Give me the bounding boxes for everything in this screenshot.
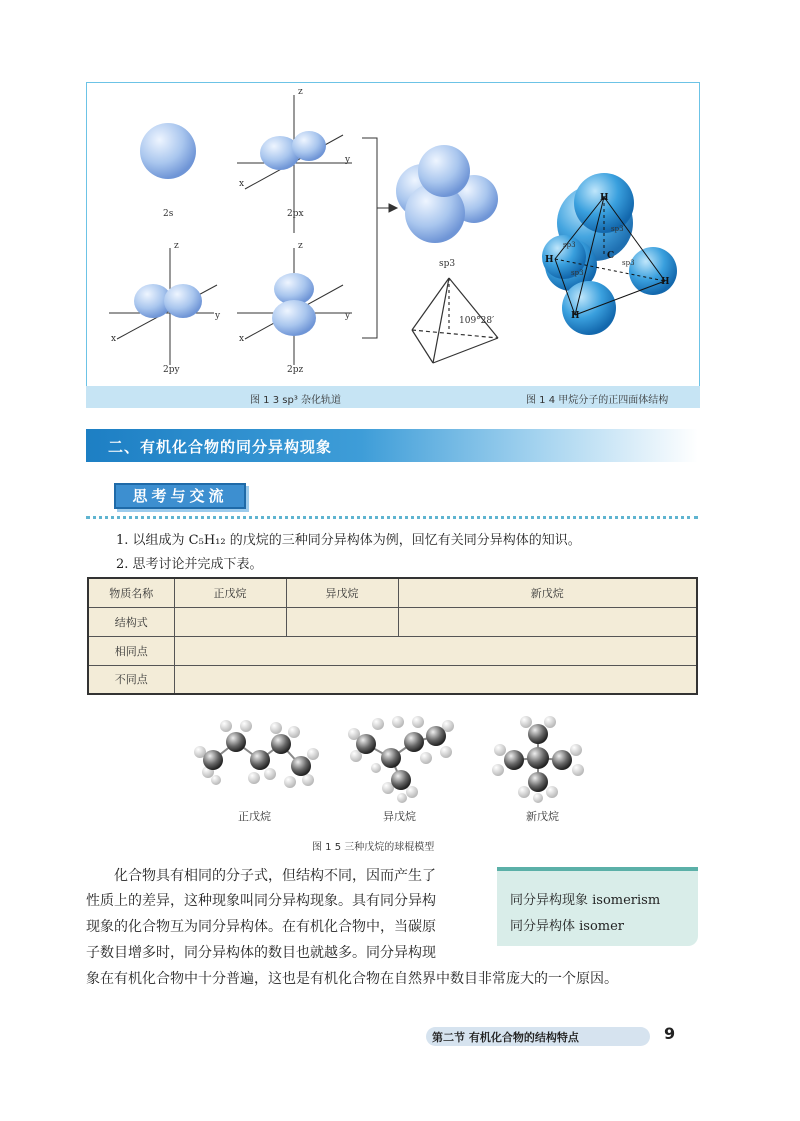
dotted-divider — [86, 516, 698, 519]
label-2px: 2px — [287, 209, 304, 219]
atom-c-center: C — [607, 251, 615, 261]
body-line-5: 象在有机化合物中十分普遍，这也是有机化合物在自然界中数目非常庞大的一个原因。 — [86, 971, 618, 987]
table-cell-blank[interactable] — [398, 607, 697, 636]
axis-y-2: y — [215, 311, 221, 321]
sp3-orbital-cluster — [396, 145, 498, 243]
table-row-label: 结构式 — [88, 607, 174, 636]
table-row — [88, 636, 697, 665]
orbital-figure — [87, 83, 701, 409]
table-row — [88, 607, 697, 636]
comparison-table — [87, 577, 698, 695]
table-row-label: 相同点 — [88, 636, 174, 665]
axis-z-3: z — [298, 241, 303, 251]
figure-1-4-caption: 图 1 4 甲烷分子的正四面体结构 — [526, 395, 669, 406]
figure-1-5-caption: 图 1 5 三种戊烷的球棍模型 — [312, 842, 435, 853]
atom-h-top: H — [600, 193, 609, 203]
orbital-sp3-b: sp3 — [611, 225, 624, 233]
table-header-row — [88, 578, 697, 607]
label-neopentane: 新戊烷 — [526, 810, 559, 823]
body-line-1: 化合物具有相同的分子式，但结构不同，因而产生了 — [114, 868, 436, 884]
neopentane-model — [492, 716, 584, 803]
table-cell-blank[interactable] — [174, 636, 697, 665]
table-row-label: 不同点 — [88, 665, 174, 694]
orbital-sp3-a: sp3 — [563, 241, 576, 249]
isopentane-model — [348, 716, 454, 803]
page-number: 9 — [664, 1024, 676, 1043]
label-n-pentane: 正戊烷 — [238, 810, 271, 823]
orbital-sp3-d: sp3 — [622, 259, 635, 267]
body-line-2: 性质上的差异，这种现象叫同分异构现象。具有同分异构 — [86, 893, 436, 909]
label-isopentane: 异戊烷 — [383, 810, 416, 823]
body-line-3: 现象的化合物互为同分异构体。在有机化合物中，当碳原 — [86, 919, 436, 935]
2s-orbital — [140, 123, 196, 179]
term-isomer: 同分异构体 isomer — [510, 919, 625, 934]
axis-y-3: y — [345, 311, 351, 321]
label-sp3: sp3 — [439, 259, 456, 269]
table-header-cell: 物质名称 — [88, 578, 174, 607]
section-title: 二、有机化合物的同分异构现象 — [108, 438, 333, 456]
label-angle: 109°28′ — [459, 316, 495, 326]
axis-z-1: z — [298, 87, 303, 97]
question-2: 2. 思考讨论并完成下表。 — [116, 557, 263, 572]
axis-y-1: y — [345, 155, 351, 165]
table-row — [88, 665, 697, 694]
atom-h-bottom: H — [571, 311, 580, 321]
question-1: 1. 以组成为 C₅H₁₂ 的戊烷的三种同分异构体为例，回忆有关同分异构体的知识。 — [116, 533, 581, 548]
atom-h-right: H — [661, 277, 670, 287]
label-2py: 2py — [163, 365, 180, 375]
table-cell-blank[interactable] — [286, 607, 398, 636]
orbital-sp3-c: sp3 — [571, 269, 584, 277]
n-pentane-model — [194, 720, 319, 788]
term-isomerism: 同分异构现象 isomerism — [510, 893, 661, 908]
discussion-badge: 思考与交流 — [114, 483, 246, 509]
table-header-cell: 异戊烷 — [286, 578, 398, 607]
figure-panel — [86, 82, 700, 408]
body-line-4: 子数目增多时，同分异构体的数目也就越多。同分异构现 — [86, 945, 436, 961]
atom-h-left: H — [545, 255, 554, 265]
axis-x-2: x — [111, 334, 117, 344]
table-header-cell: 新戊烷 — [398, 578, 697, 607]
table-cell-blank[interactable] — [174, 607, 286, 636]
label-2pz: 2pz — [287, 365, 304, 375]
pentane-models — [186, 712, 616, 804]
axis-x-3: x — [239, 334, 245, 344]
footer-section-title: 第二节 有机化合物的结构特点 — [432, 1031, 579, 1044]
axis-z-2: z — [174, 241, 179, 251]
label-2s: 2s — [163, 209, 174, 219]
table-header-cell: 正戊烷 — [174, 578, 286, 607]
axis-x-1: x — [239, 179, 245, 189]
figure-1-3-caption: 图 1 3 sp³ 杂化轨道 — [250, 395, 342, 406]
table-cell-blank[interactable] — [174, 665, 697, 694]
